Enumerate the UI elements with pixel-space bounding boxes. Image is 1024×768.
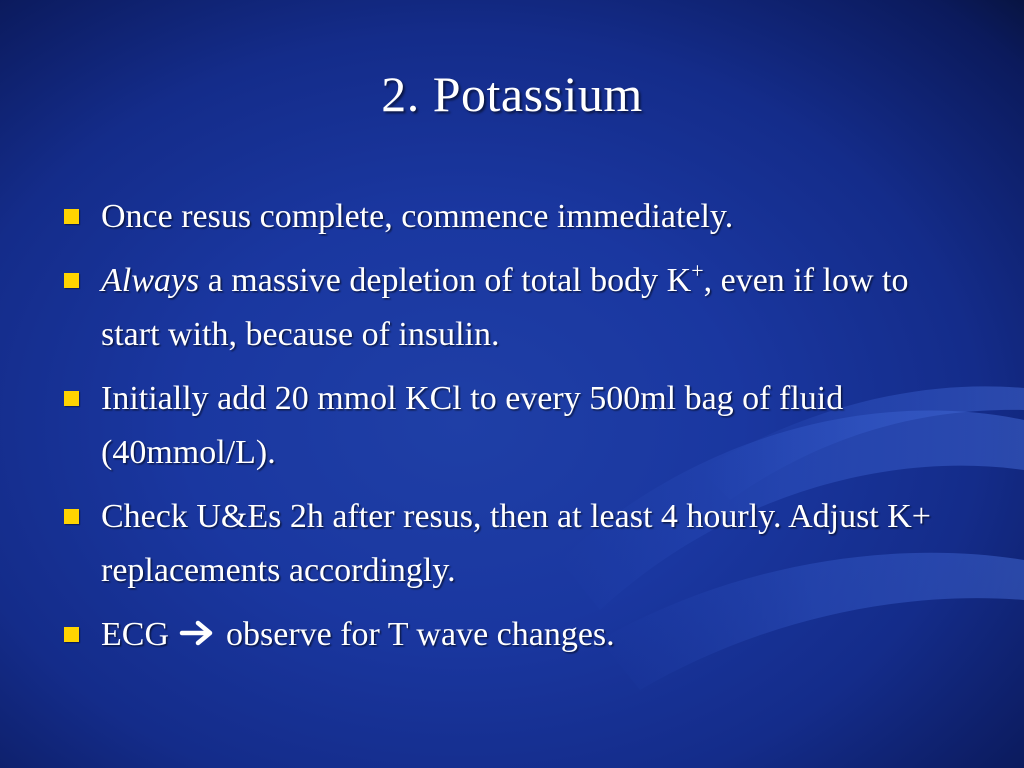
- square-bullet-icon: [64, 273, 79, 288]
- bullet-text-continued: observe for T wave changes.: [217, 616, 615, 653]
- bullet-text: a massive depletion of total body K: [199, 262, 692, 299]
- bullet-item: [62, 190, 962, 244]
- bullet-list: [62, 190, 962, 672]
- right-arrow-icon: [178, 618, 218, 648]
- bullet-item: [62, 608, 962, 662]
- square-bullet-icon: [64, 627, 79, 642]
- bullet-item: [62, 490, 962, 598]
- bullet-item: [62, 372, 962, 480]
- bullet-text: Check U&Es 2h after resus, then at least 4 hourly. Adjust K+ replacements accordingly.: [101, 498, 931, 589]
- bullet-text: Initially add 20 mmol KCl to every 500ml bag of fluid (40mmol/L).: [101, 380, 844, 471]
- bullet-text-continued: , even if low to start with, because of insulin.: [101, 262, 909, 353]
- square-bullet-icon: [64, 509, 79, 524]
- bullet-text: Once resus complete, commence immediately.: [101, 198, 734, 235]
- bullet-italic-lead: Always: [101, 262, 200, 299]
- bullet-item: [62, 254, 962, 362]
- superscript-plus: +: [691, 258, 704, 283]
- square-bullet-icon: [64, 209, 79, 224]
- bullet-text: ECG: [101, 616, 178, 653]
- slide-title: 2. Potassium: [381, 66, 643, 122]
- square-bullet-icon: [64, 391, 79, 406]
